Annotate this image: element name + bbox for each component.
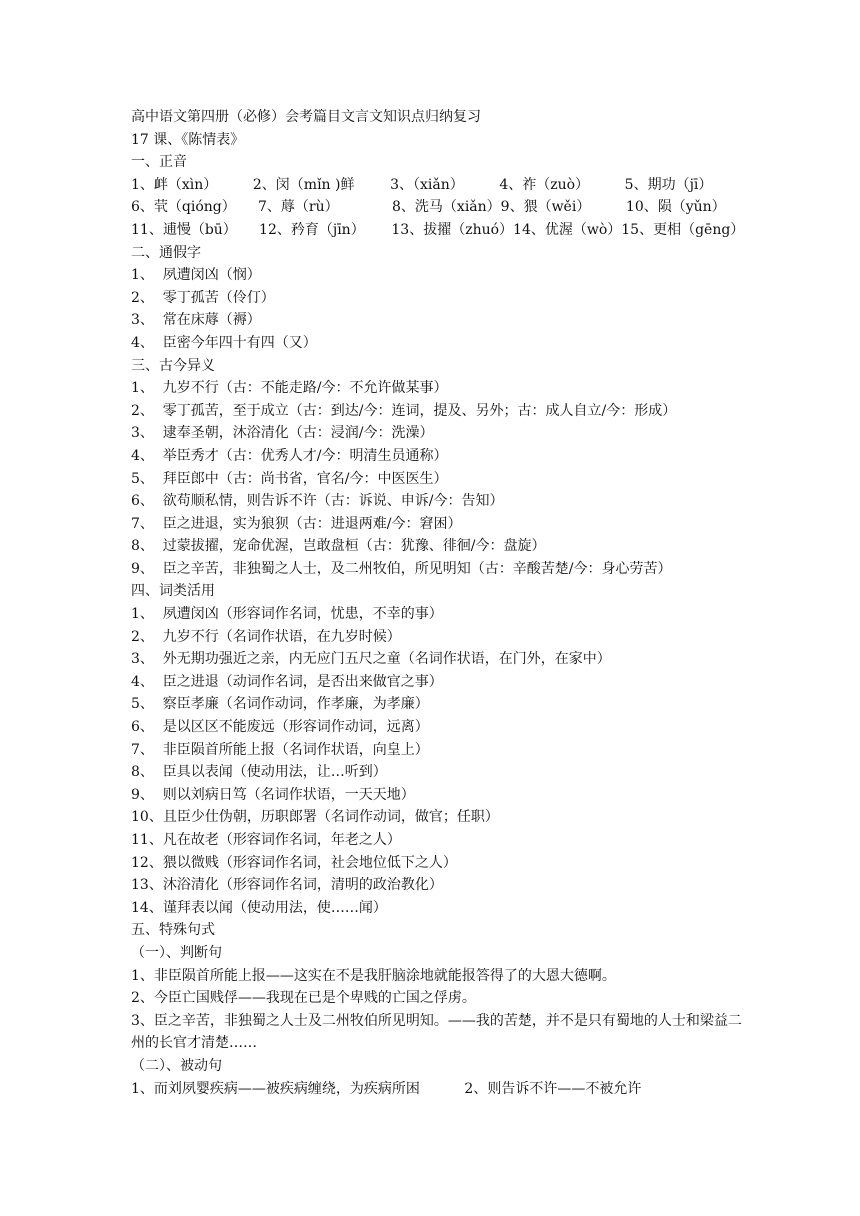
- list-item: 5、 察臣孝廉（名词作动词，作孝廉，为孝廉）: [131, 696, 429, 713]
- list-item: 13、沐浴清化（形容词作名词，清明的政治教化）: [131, 877, 443, 894]
- list-item: 8、 过蒙拔擢，宠命优渥，岂敢盘桓（古：犹豫、徘徊/今：盘旋）: [131, 538, 546, 555]
- section-heading-loan-chars: 二、通假字: [131, 244, 201, 261]
- list-item: 2、今臣亡国贱俘——我现在已是个卑贱的亡国之俘虏。: [131, 990, 476, 1007]
- list-item: 14、谨拜表以闻（使动用法，使……闻）: [131, 899, 387, 916]
- document-title: 高中语文第四册（必修）会考篇目文言文知识点归纳复习: [131, 109, 481, 125]
- list-item: 1、 九岁不行（古：不能走路/今：不允许做某事）: [131, 380, 448, 397]
- list-item: 4、 臣密今年四十有四（又）: [131, 334, 317, 351]
- list-item: 4、 举臣秀才（古：优秀人才/今：明清生员通称）: [131, 447, 448, 464]
- pronunciation-row: 11、逋慢（bū） 12、矜育（jīn） 13、拔擢（zhuó）14、优渥（wò）15、更相（gēng）: [131, 221, 745, 238]
- list-item: 1、而刘夙婴疾病——被疾病缠绕，为疾病所困 2、则告诉不许——不被允许: [131, 1080, 642, 1097]
- list-item: 10、且臣少仕伪朝，历职郎署（名词作动词，做官；任职）: [131, 809, 499, 826]
- list-item: 12、猥以微贱（形容词作名词，社会地位低下之人）: [131, 854, 457, 871]
- list-item: 3、 外无期功强近之亲，内无应门五尺之童（名词作状语，在门外，在家中）: [131, 651, 611, 668]
- lesson-title: 17 课、《陈情表》: [131, 131, 245, 148]
- list-item: 9、 则以刘病日笃（名词作状语，一天天地）: [131, 786, 415, 803]
- subsection-heading-judgment: （一）、判断句: [131, 944, 222, 961]
- list-item: 3、 常在床蓐（褥）: [131, 312, 261, 329]
- list-item: 4、 臣之进退（动词作名词，是否出来做官之事）: [131, 673, 443, 690]
- list-item: 9、 臣之辛苦，非独蜀之人士，及二州牧伯，所见明知（古：辛酸苦楚/今：身心劳苦）: [131, 560, 672, 577]
- list-item: 2、 零丁孤苦（伶仃）: [131, 289, 275, 306]
- section-heading-pronunciation: 一、正音: [131, 154, 187, 171]
- section-heading-special-sentences: 五、特殊句式: [131, 922, 215, 939]
- list-item: 11、凡在故老（形容词作名词，年老之人）: [131, 832, 401, 848]
- list-item: 1、 夙遭闵凶（形容词作名词，忧患，不幸的事）: [131, 606, 443, 623]
- list-item: 3、 逮奉圣朝，沐浴清化（古：浸润/今：洗澡）: [131, 425, 434, 442]
- list-item: 8、 臣具以表闻（使动用法，让…听到）: [131, 764, 387, 781]
- section-heading-word-usage: 四、词类活用: [131, 583, 215, 600]
- section-heading-ancient-modern: 三、古今异义: [131, 357, 215, 374]
- list-item: 6、 是以区区不能废远（形容词作动词，远离）: [131, 719, 429, 736]
- pronunciation-row: 1、衅（xìn） 2、闵（mǐn )鲜 3、（xiǎn） 4、祚（zuò） 5、期功（jī）: [131, 176, 713, 193]
- list-item: 7、 非臣陨首所能上报（名词作状语，向皇上）: [131, 741, 429, 758]
- list-item: 6、 欲苟顺私情，则告诉不许（古：诉说、申诉/今：告知）: [131, 493, 504, 510]
- list-item: 2、 九岁不行（名词作状语，在九岁时候）: [131, 628, 401, 645]
- list-item: 1、非臣陨首所能上报——这实在不是我肝脑涂地就能报答得了的大恩大德啊。: [131, 967, 616, 984]
- pronunciation-row: 6、茕（qióng） 7、蓐（rù） 8、洗马（xiǎn）9、猥（wěi） 10、陨（yǔn）: [131, 199, 726, 216]
- subsection-heading-passive: （二）、被动句: [131, 1057, 222, 1074]
- list-item: 1、 夙遭闵凶（悯）: [131, 267, 261, 284]
- document-page: [131, 106, 751, 1100]
- list-item: 5、 拜臣郎中（古：尚书省，官名/今：中医医生）: [131, 470, 448, 487]
- list-item: 2、 零丁孤苦，至于成立（古：到达/今：连词，提及、另外；古：成人自立/今：形成）: [131, 402, 677, 419]
- list-item: 3、臣之辛苦，非独蜀之人士及二州牧伯所见明知。——我的苦楚，并不是只有蜀地的人士和梁益二州的长官才清楚……: [131, 1012, 742, 1052]
- list-item: 7、 臣之进退，实为狼狈（古：进退两难/今：窘困）: [131, 515, 462, 532]
